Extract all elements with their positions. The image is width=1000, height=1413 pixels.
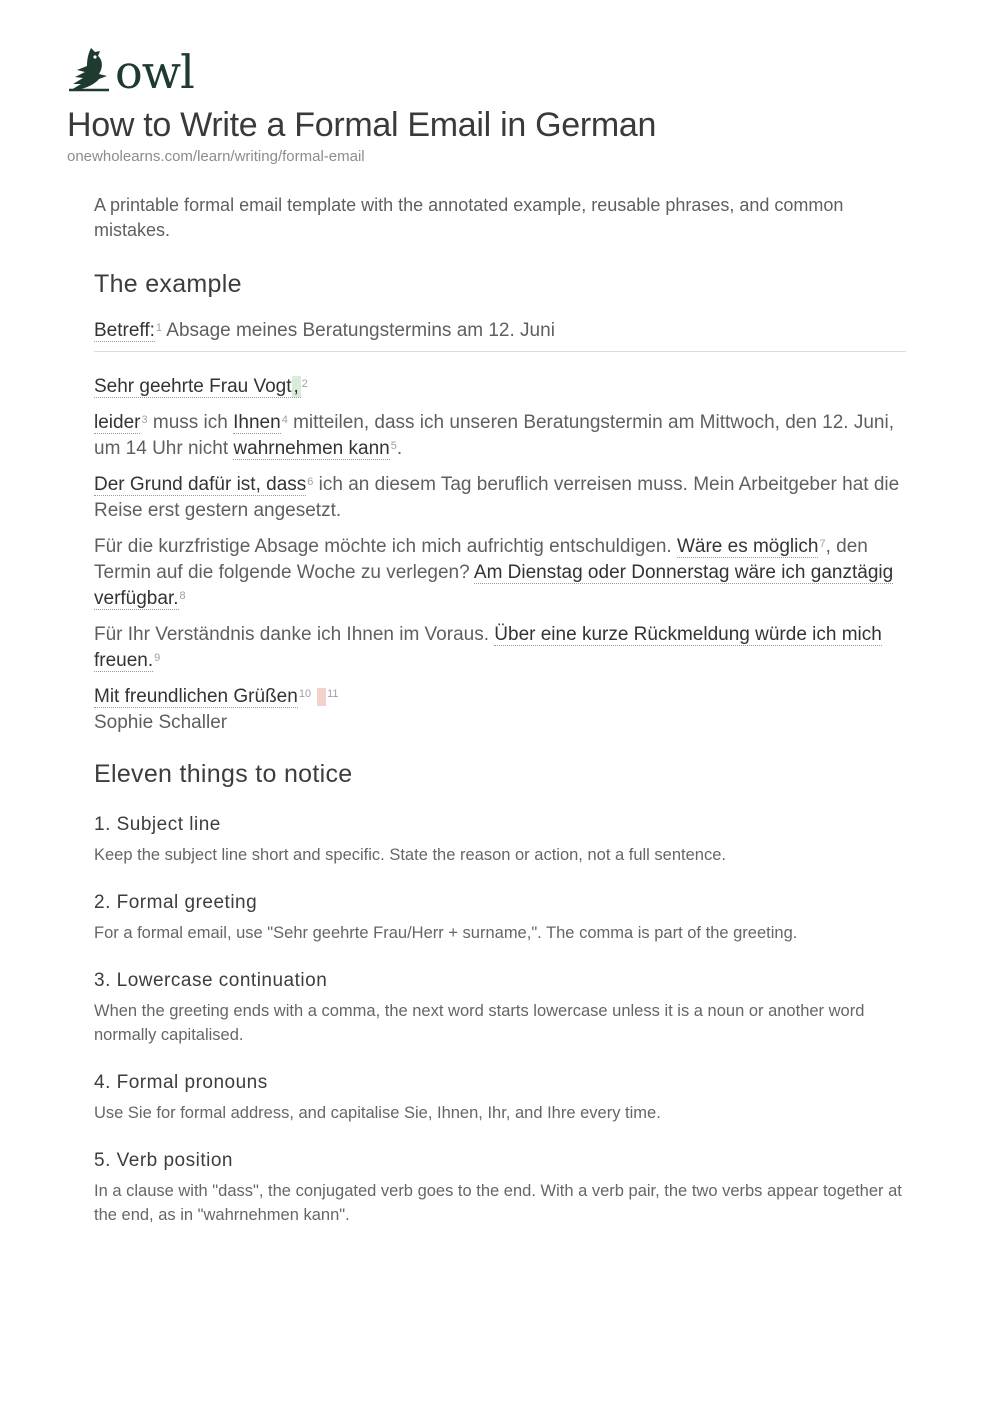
notice-text: Use Sie for formal address, and capitalise Sie, Ihnen, Ihr, and Ihre every time.	[94, 1104, 661, 1122]
paragraph-text: Für Ihr Verständnis danke ich Ihnen im Voraus.	[94, 624, 495, 645]
email-subject	[94, 319, 906, 352]
email-paragraph-2	[94, 472, 906, 524]
email-paragraph-3	[94, 534, 906, 612]
notice-title: 3. Lowercase continuation	[94, 970, 328, 991]
brand-name: owl	[115, 45, 194, 99]
missing-comma-highlight	[317, 688, 326, 706]
page-title: How to Write a Formal Email in German	[67, 106, 657, 144]
paragraph-text: mitteilen, dass ich unseren Beratungstermin am Mittwoch, den 12. Juni, um 14 Uhr nicht	[94, 412, 894, 459]
notice-item	[94, 1149, 906, 1227]
notice-title: 2. Formal greeting	[94, 892, 258, 913]
notice-item	[94, 891, 906, 945]
annotation-subject-label[interactable]: Betreff:	[94, 320, 155, 341]
email-paragraph-4	[94, 622, 906, 674]
note-marker: 8	[179, 590, 186, 602]
email-closing	[94, 684, 906, 736]
note-marker: 3	[141, 414, 148, 426]
annotation-reply-request[interactable]: Über eine kurze Rückmeldung würde ich mich freuen.	[94, 624, 882, 671]
notice-item	[94, 813, 906, 867]
annotation-ihnen[interactable]: Ihnen	[233, 412, 281, 433]
page-header	[67, 40, 927, 165]
note-marker: 4	[281, 414, 288, 426]
paragraph-text: muss ich	[147, 412, 234, 433]
greeting-comma-highlight: ,	[293, 376, 299, 397]
subject-text: Absage meines Beratungstermins am 12. Juni	[166, 320, 555, 341]
annotation-availability[interactable]: Am Dienstag oder Donnerstag wäre ich ganztägig verfügbar.	[94, 562, 894, 609]
note-marker: 1	[155, 322, 163, 334]
note-marker: 11	[327, 688, 339, 700]
annotation-verb-pair[interactable]: wahrnehmen kann	[233, 438, 390, 459]
intro-text: A printable formal email template with the annotated example, reusable phrases, and common mistakes.	[94, 195, 844, 240]
email-paragraph-1	[94, 410, 906, 462]
email-signature: Sophie Schaller	[94, 712, 228, 733]
note-marker: 6	[307, 476, 314, 488]
note-marker: 10	[298, 688, 312, 700]
notice-title: 4. Formal pronouns	[94, 1072, 268, 1093]
note-marker: 7	[819, 538, 826, 550]
annotation-closing[interactable]: Mit freundlichen Grüßen	[94, 686, 298, 707]
paragraph-text: ich an diesem Tag beruflich verreisen muss. Mein Arbeitgeber hat die Reise erst gestern angesetzt.	[94, 474, 900, 521]
note-marker: 5	[390, 440, 397, 452]
annotation-leider[interactable]: leider	[94, 412, 141, 433]
notice-title: 1. Subject line	[94, 814, 221, 835]
brand-logo[interactable]	[67, 40, 927, 99]
notice-title: 5. Verb position	[94, 1150, 233, 1171]
annotation-reason[interactable]: Der Grund dafür ist, dass	[94, 474, 307, 495]
notice-text: When the greeting ends with a comma, the next word starts lowercase unless it is a noun or another word normally capitalised.	[94, 1002, 865, 1044]
main-content	[94, 193, 906, 1227]
note-marker: 9	[154, 652, 161, 664]
paragraph-text: , den Termin auf die folgende Woche zu verlegen?	[94, 536, 868, 583]
note-marker: 2	[301, 378, 308, 390]
owl-bird-icon	[67, 46, 111, 92]
annotation-greeting[interactable]	[94, 376, 301, 398]
greeting-text: Sehr geehrte Frau Vogt	[94, 376, 292, 397]
annotation-request[interactable]: Wäre es möglich	[676, 536, 819, 557]
example-heading: The example	[94, 270, 242, 298]
notice-item	[94, 1071, 906, 1125]
notice-text: In a clause with "dass", the conjugated verb goes to the end. With a verb pair, the two verbs appear together at the end, as in "wahrnehmen kann".	[94, 1182, 902, 1224]
notice-text: For a formal email, use "Sehr geehrte Frau/Herr + surname,". The comma is part of the greeting.	[94, 924, 798, 942]
notices-heading: Eleven things to notice	[94, 760, 353, 788]
paragraph-text: .	[396, 438, 403, 459]
email-greeting	[94, 374, 906, 400]
notice-item	[94, 969, 906, 1047]
notice-text: Keep the subject line short and specific. State the reason or action, not a full sentence.	[94, 846, 726, 864]
paragraph-text: Für die kurzfristige Absage möchte ich mich aufrichtig entschuldigen.	[94, 536, 677, 557]
page-url[interactable]: onewholearns.com/learn/writing/formal-email	[67, 148, 365, 165]
